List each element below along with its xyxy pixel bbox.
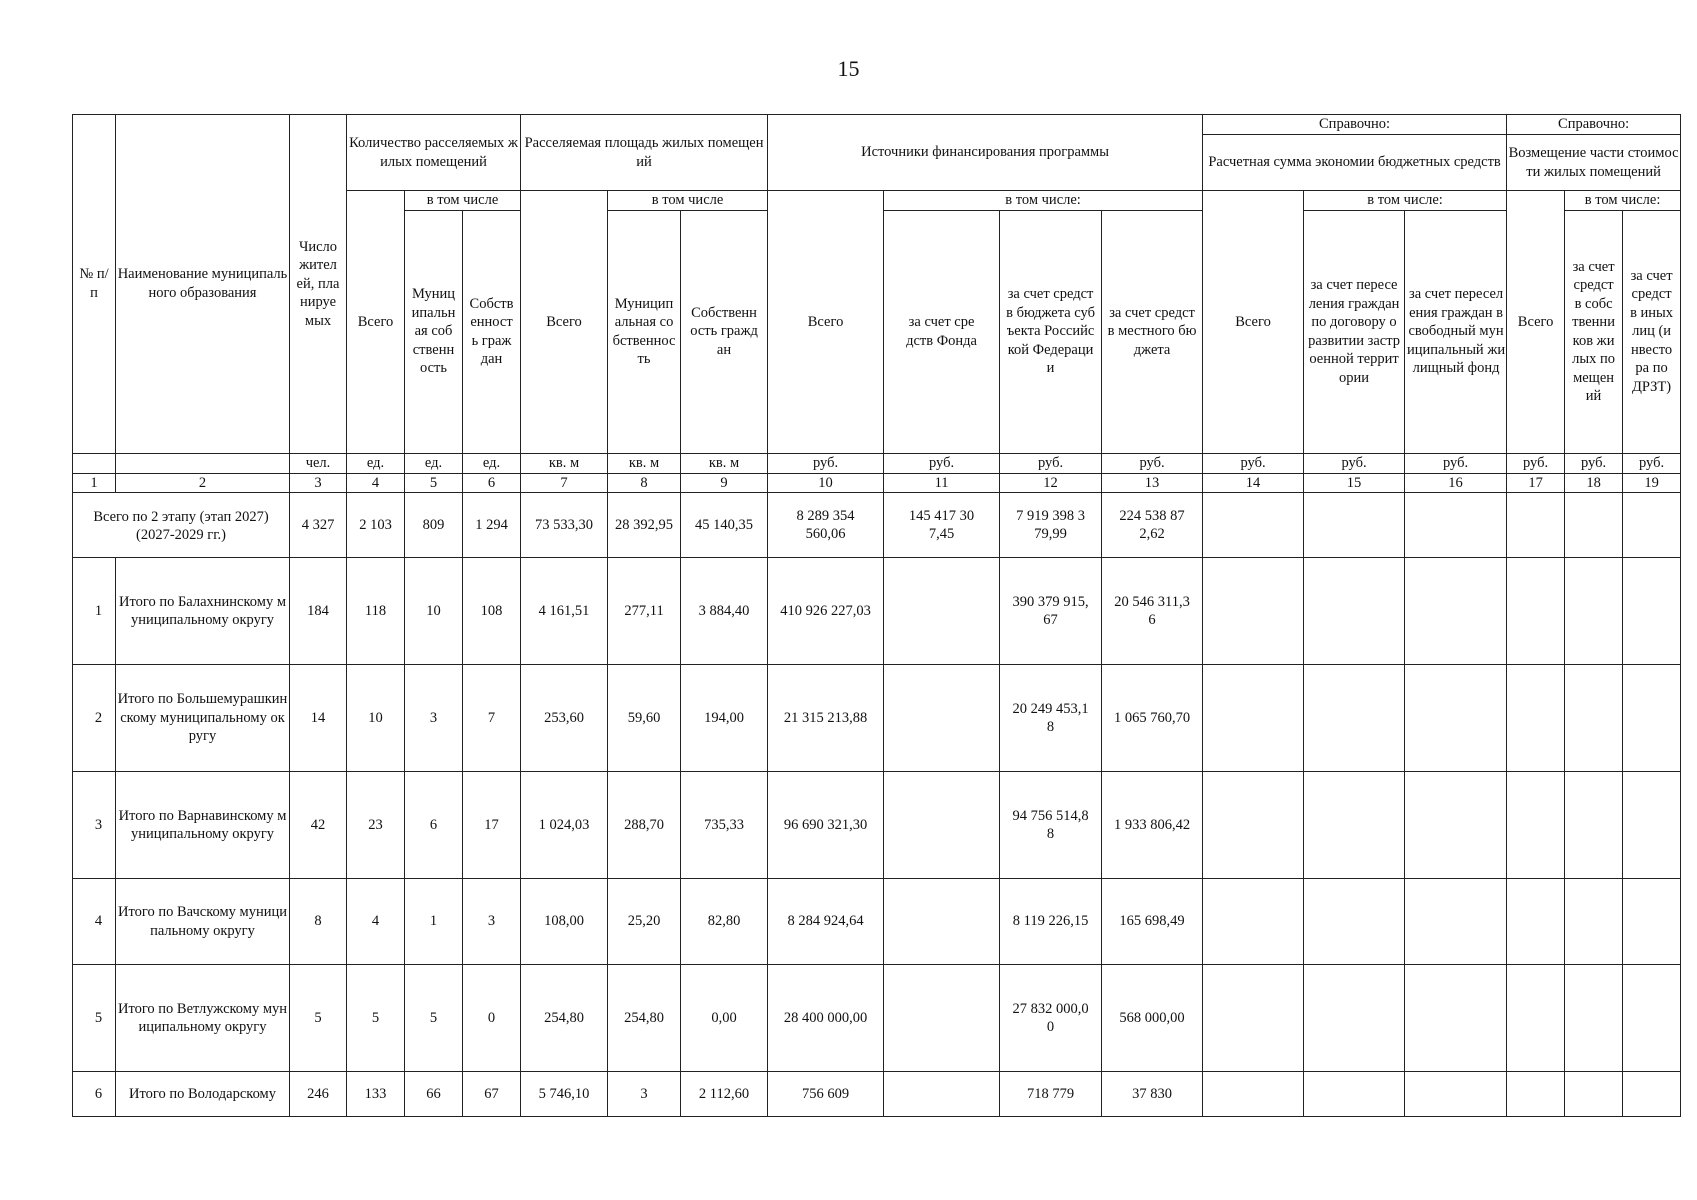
value-cell: 4 161,51 (521, 558, 608, 665)
value-cell: 1 933 806,42 (1102, 772, 1203, 879)
unit-cell: руб. (1507, 453, 1565, 473)
header-ref2-own: за счет средств собственников жилых помещений (1565, 210, 1623, 453)
row-number: 6 (73, 1072, 116, 1117)
value-cell: 756 609 (768, 1072, 884, 1117)
header-ref2-other: за счет средств иных лиц (инвестора по ДРЗТ) (1623, 210, 1681, 453)
value-cell (1565, 965, 1623, 1072)
header-rooms-incl: в том числе (405, 191, 521, 211)
table-row (73, 1072, 1681, 1117)
value-cell: 3 (608, 1072, 681, 1117)
col-number: 13 (1102, 473, 1203, 493)
col-number: 19 (1623, 473, 1681, 493)
value-cell: 108 (463, 558, 521, 665)
value-cell: 21 315 213,88 (768, 665, 884, 772)
summary-cell: 7 919 398 379,99 (1000, 493, 1102, 558)
col-number: 1 (73, 473, 116, 493)
header-area-mun: Муниципальная собственность (608, 210, 681, 453)
header-financing-group: Источники финансирования программы (768, 115, 1203, 191)
unit-cell: руб. (1203, 453, 1304, 473)
value-cell: 94 756 514,88 (1000, 772, 1102, 879)
value-cell: 253,60 (521, 665, 608, 772)
value-cell (1507, 772, 1565, 879)
col-number: 17 (1507, 473, 1565, 493)
value-cell (1507, 879, 1565, 965)
col-number: 14 (1203, 473, 1304, 493)
value-cell: 5 (405, 965, 463, 1072)
value-cell (884, 665, 1000, 772)
header-ref1-free: за счет переселения граждан в свободный муниципальный жилищный фонд (1405, 210, 1507, 453)
row-number: 5 (73, 965, 116, 1072)
row-number: 3 (73, 772, 116, 879)
resettlement-table (72, 114, 1681, 1117)
value-cell (1507, 1072, 1565, 1117)
value-cell (1565, 665, 1623, 772)
value-cell: 67 (463, 1072, 521, 1117)
value-cell: 14 (290, 665, 347, 772)
row-number: 1 (73, 558, 116, 665)
value-cell (1623, 772, 1681, 879)
header-budget-savings: Расчетная сумма экономии бюджетных средств (1203, 135, 1507, 191)
unit-cell: руб. (1405, 453, 1507, 473)
value-cell: 10 (405, 558, 463, 665)
value-cell (1203, 665, 1304, 772)
header-rooms-group: Количество расселяемых жилых помещений (347, 115, 521, 191)
value-cell: 410 926 227,03 (768, 558, 884, 665)
summary-row (73, 493, 1681, 558)
municipality-name: Итого по Володарскому (116, 1072, 290, 1117)
value-cell: 66 (405, 1072, 463, 1117)
summary-cell: 45 140,35 (681, 493, 768, 558)
value-cell: 5 746,10 (521, 1072, 608, 1117)
value-cell: 288,70 (608, 772, 681, 879)
value-cell: 20 249 453,18 (1000, 665, 1102, 772)
summary-cell (1623, 493, 1681, 558)
value-cell (884, 772, 1000, 879)
value-cell: 4 (347, 879, 405, 965)
value-cell: 5 (290, 965, 347, 1072)
col-number: 10 (768, 473, 884, 493)
value-cell (1623, 558, 1681, 665)
value-cell: 246 (290, 1072, 347, 1117)
value-cell (1405, 1072, 1507, 1117)
value-cell: 0,00 (681, 965, 768, 1072)
header-area-incl: в том числе (608, 191, 768, 211)
value-cell: 5 (347, 965, 405, 1072)
col-number: 12 (1000, 473, 1102, 493)
value-cell (1203, 965, 1304, 1072)
value-cell (1623, 1072, 1681, 1117)
value-cell (1565, 772, 1623, 879)
value-cell: 2 112,60 (681, 1072, 768, 1117)
value-cell (1203, 1072, 1304, 1117)
value-cell (1203, 772, 1304, 879)
value-cell (1304, 665, 1405, 772)
value-cell: 96 690 321,30 (768, 772, 884, 879)
value-cell: 735,33 (681, 772, 768, 879)
value-cell: 27 832 000,00 (1000, 965, 1102, 1072)
header-compensation: Возмещение части стоимости жилых помещений (1507, 135, 1681, 191)
header-ref2-incl: в том числе: (1565, 191, 1681, 211)
value-cell (1405, 879, 1507, 965)
summary-cell (1203, 493, 1304, 558)
summary-cell: 145 417 307,45 (884, 493, 1000, 558)
value-cell: 10 (347, 665, 405, 772)
value-cell: 1 (405, 879, 463, 965)
value-cell (1304, 772, 1405, 879)
value-cell: 8 119 226,15 (1000, 879, 1102, 965)
col-number: 3 (290, 473, 347, 493)
col-number: 18 (1565, 473, 1623, 493)
col-number: 11 (884, 473, 1000, 493)
unit-cell: кв. м (521, 453, 608, 473)
value-cell: 254,80 (608, 965, 681, 1072)
value-cell: 277,11 (608, 558, 681, 665)
value-cell (1507, 965, 1565, 1072)
table-row (73, 665, 1681, 772)
header-area-own: Собственность граждан (681, 210, 768, 453)
col-number: 2 (116, 473, 290, 493)
units-row (73, 453, 1681, 473)
summary-cell: 2 103 (347, 493, 405, 558)
unit-cell: кв. м (681, 453, 768, 473)
unit-cell: руб. (1623, 453, 1681, 473)
col-number: 16 (1405, 473, 1507, 493)
col-number: 7 (521, 473, 608, 493)
value-cell: 23 (347, 772, 405, 879)
unit-cell: руб. (1304, 453, 1405, 473)
summary-cell: 28 392,95 (608, 493, 681, 558)
value-cell (884, 879, 1000, 965)
header-rooms-own: Собственность граждан (463, 210, 521, 453)
value-cell (1304, 965, 1405, 1072)
value-cell: 718 779 (1000, 1072, 1102, 1117)
value-cell: 184 (290, 558, 347, 665)
summary-cell: 809 (405, 493, 463, 558)
summary-cell: 4 327 (290, 493, 347, 558)
value-cell: 37 830 (1102, 1072, 1203, 1117)
value-cell (1565, 1072, 1623, 1117)
header-ref2-total: Всего (1507, 191, 1565, 454)
summary-cell: 8 289 354 560,06 (768, 493, 884, 558)
value-cell: 254,80 (521, 965, 608, 1072)
value-cell (1405, 558, 1507, 665)
unit-cell: руб. (884, 453, 1000, 473)
header-residents: Число жителей, планируемых (290, 115, 347, 454)
header-fin-subject: за счет средств бюджета субъекта Российской Федерации (1000, 210, 1102, 453)
row-number: 4 (73, 879, 116, 965)
value-cell: 118 (347, 558, 405, 665)
value-cell (1405, 965, 1507, 1072)
value-cell: 3 (405, 665, 463, 772)
col-number: 9 (681, 473, 768, 493)
value-cell (884, 558, 1000, 665)
municipality-name: Итого по Вачскому муниципальному округу (116, 879, 290, 965)
header-fin-fund: за счет средств Фонда (884, 210, 1000, 453)
unit-cell: руб. (768, 453, 884, 473)
value-cell (1405, 665, 1507, 772)
header-fin-total: Всего (768, 191, 884, 454)
value-cell (1623, 665, 1681, 772)
value-cell: 3 (463, 879, 521, 965)
value-cell: 42 (290, 772, 347, 879)
row-number: 2 (73, 665, 116, 772)
value-cell (1304, 1072, 1405, 1117)
unit-cell: руб. (1565, 453, 1623, 473)
summary-cell (1507, 493, 1565, 558)
value-cell (1304, 558, 1405, 665)
col-number: 5 (405, 473, 463, 493)
unit-cell: ед. (347, 453, 405, 473)
header-fin-incl: в том числе: (884, 191, 1203, 211)
value-cell: 17 (463, 772, 521, 879)
unit-cell: ед. (405, 453, 463, 473)
summary-cell: 73 533,30 (521, 493, 608, 558)
value-cell (1565, 558, 1623, 665)
unit-cell: чел. (290, 453, 347, 473)
value-cell: 133 (347, 1072, 405, 1117)
column-numbers-row (73, 473, 1681, 493)
value-cell: 6 (405, 772, 463, 879)
col-number: 15 (1304, 473, 1405, 493)
header-ref1-incl: в том числе: (1304, 191, 1507, 211)
value-cell (1507, 665, 1565, 772)
header-ref1-total: Всего (1203, 191, 1304, 454)
summary-cell (1405, 493, 1507, 558)
header-rooms-mun: Муниципальная собственность (405, 210, 463, 453)
header-reference-1: Справочно: (1203, 115, 1507, 135)
value-cell (1203, 558, 1304, 665)
col-number: 6 (463, 473, 521, 493)
value-cell: 8 (290, 879, 347, 965)
header-name: Наименование муниципального образования (116, 115, 290, 454)
value-cell (1405, 772, 1507, 879)
summary-label: Всего по 2 этапу (этап 2027) (2027-2029 гг.) (73, 493, 290, 558)
page-number: 15 (837, 56, 860, 81)
value-cell (1565, 879, 1623, 965)
value-cell: 28 400 000,00 (768, 965, 884, 1072)
value-cell (1623, 879, 1681, 965)
value-cell: 194,00 (681, 665, 768, 772)
summary-cell: 224 538 872,62 (1102, 493, 1203, 558)
header-fin-local: за счет средств местного бюджета (1102, 210, 1203, 453)
table-row (73, 965, 1681, 1072)
table-row (73, 558, 1681, 665)
value-cell: 3 884,40 (681, 558, 768, 665)
unit-cell: кв. м (608, 453, 681, 473)
municipality-name: Итого по Большемурашкинскому муниципальному округу (116, 665, 290, 772)
summary-cell (1304, 493, 1405, 558)
value-cell: 165 698,49 (1102, 879, 1203, 965)
col-number: 8 (608, 473, 681, 493)
value-cell: 568 000,00 (1102, 965, 1203, 1072)
header-ref1-contract: за счет переселения граждан по договору о развитии застроенной территории (1304, 210, 1405, 453)
summary-cell (1565, 493, 1623, 558)
header-num: № п/ п (73, 115, 116, 454)
table-row (73, 879, 1681, 965)
value-cell: 25,20 (608, 879, 681, 965)
municipality-name: Итого по Ветлужскому муниципальному округу (116, 965, 290, 1072)
value-cell: 59,60 (608, 665, 681, 772)
header-reference-2: Справочно: (1507, 115, 1681, 135)
value-cell (1203, 879, 1304, 965)
value-cell: 390 379 915,67 (1000, 558, 1102, 665)
value-cell: 0 (463, 965, 521, 1072)
value-cell: 1 024,03 (521, 772, 608, 879)
header-area-group: Расселяемая площадь жилых помещений (521, 115, 768, 191)
value-cell (1623, 965, 1681, 1072)
value-cell (1507, 558, 1565, 665)
municipality-name: Итого по Балахнинскому муниципальному округу (116, 558, 290, 665)
value-cell: 1 065 760,70 (1102, 665, 1203, 772)
value-cell (884, 1072, 1000, 1117)
value-cell: 82,80 (681, 879, 768, 965)
summary-cell: 1 294 (463, 493, 521, 558)
municipality-name: Итого по Варнавинскому муниципальному округу (116, 772, 290, 879)
unit-cell: руб. (1102, 453, 1203, 473)
value-cell (1304, 879, 1405, 965)
header-rooms-total: Всего (347, 191, 405, 454)
header-area-total: Всего (521, 191, 608, 454)
unit-cell: руб. (1000, 453, 1102, 473)
value-cell: 20 546 311,36 (1102, 558, 1203, 665)
unit-cell: ед. (463, 453, 521, 473)
value-cell: 7 (463, 665, 521, 772)
value-cell: 108,00 (521, 879, 608, 965)
value-cell: 8 284 924,64 (768, 879, 884, 965)
col-number: 4 (347, 473, 405, 493)
value-cell (884, 965, 1000, 1072)
table-row (73, 772, 1681, 879)
